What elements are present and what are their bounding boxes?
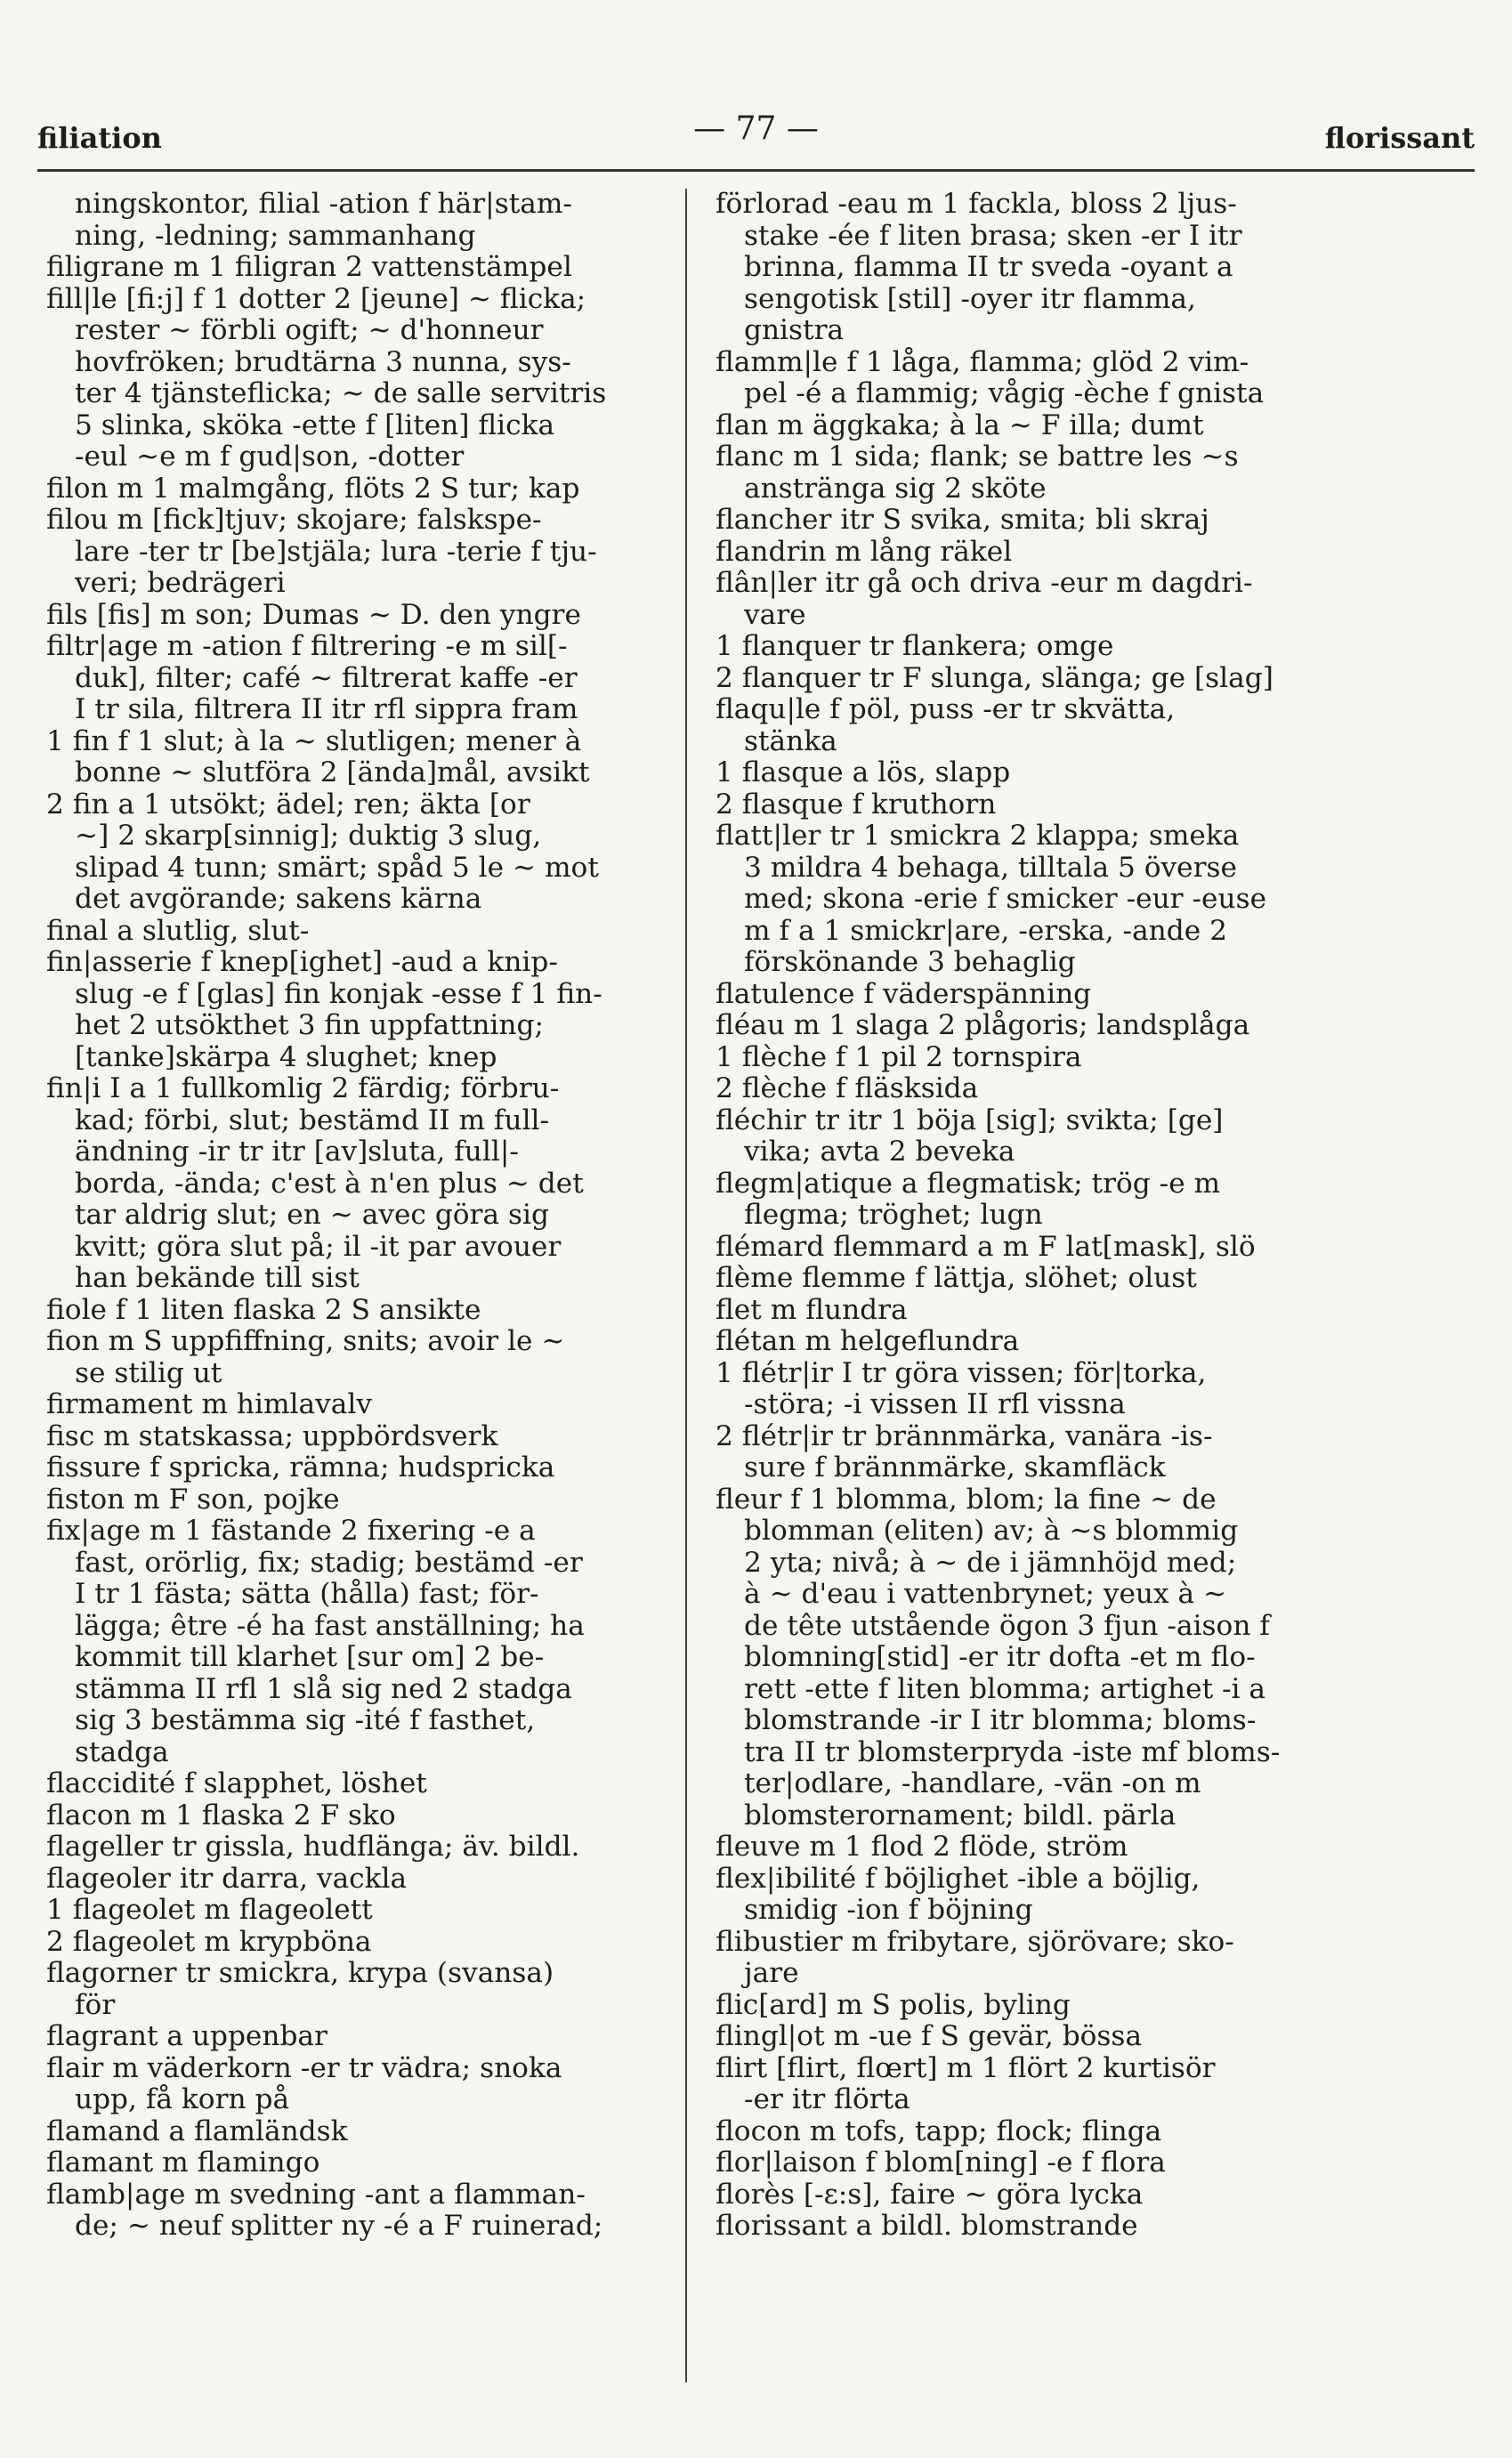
dictionary-line: fast, orörlig, fix; stadig; bestämd -er <box>75 1547 583 1579</box>
dictionary-line: flân|ler itr gå och driva -eur m dagdri- <box>716 568 1253 599</box>
dictionary-line: fill|le [fi:j] f 1 dotter 2 [jeune] ~ flicka; <box>46 283 586 315</box>
dictionary-line: fissure f spricka, rämna; hudspricka <box>46 1452 555 1484</box>
dictionary-line: florissant a bildl. blomstrande <box>716 2211 1138 2242</box>
dictionary-line: flex|ibilité f böjlighet -ible a böjlig, <box>716 1863 1201 1895</box>
dictionary-line: flème flemme f lättja, slöhet; olust <box>716 1263 1197 1294</box>
page-header <box>37 105 1475 158</box>
dictionary-line: flair m väderkorn -er tr vädra; snoka <box>46 2052 562 2084</box>
dictionary-line: anstränga sig 2 sköte <box>744 473 1047 505</box>
dictionary-line: blomman (eliten) av; à ~s blommig <box>744 1516 1239 1547</box>
dictionary-line: -eul ~e m f gud|son, -dotter <box>75 441 465 473</box>
dictionary-line: upp, få korn på <box>75 2084 290 2115</box>
dictionary-line: filon m 1 malmgång, flöts 2 S tur; kap <box>46 473 580 505</box>
dictionary-line: hovfröken; brudtärna 3 nunna, sys- <box>75 346 571 378</box>
dictionary-line: 2 flageolet m krypböna <box>46 1926 372 1958</box>
dictionary-line: fils [fis] m son; Dumas ~ D. den yngre <box>46 599 581 631</box>
dictionary-line: flamand a flamländsk <box>46 2115 348 2147</box>
dictionary-line: borda, -ända; c'est à n'en plus ~ det <box>75 1168 584 1200</box>
dictionary-line: blomning[stid] -er itr dofta -et m flo- <box>744 1642 1256 1673</box>
dictionary-line: 1 flasque a lös, slapp <box>716 757 1011 788</box>
dictionary-line: fin|i I a 1 fullkomlig 2 färdig; förbru- <box>46 1073 560 1104</box>
dictionary-line: sengotisk [stil] -oyer itr flamma, <box>744 283 1196 315</box>
dictionary-line: flaqu|le f pöl, puss -er tr skvätta, <box>716 694 1176 725</box>
dictionary-line: rett -ette f liten blomma; artighet -i a <box>744 1673 1266 1705</box>
dictionary-line: lägga; être -é ha fast anställning; ha <box>75 1610 585 1642</box>
dictionary-line: -störa; -i vissen II rfl vissna <box>744 1389 1126 1420</box>
dictionary-line: fix|age m 1 fästande 2 fixering -e a <box>46 1516 536 1547</box>
dictionary-line: 2 flanquer tr F slunga, slänga; ge [slag] <box>716 662 1273 694</box>
dictionary-line: pel -é a flammig; vågig -èche f gnista <box>744 378 1265 409</box>
dictionary-line: flanc m 1 sida; flank; se battre les ~s <box>716 441 1239 473</box>
dictionary-line: I tr 1 fästa; sätta (hålla) fast; för- <box>75 1579 539 1610</box>
dictionary-line: 1 flanquer tr flankera; omge <box>716 631 1114 662</box>
right-guide-word: florissant <box>1324 121 1475 155</box>
dictionary-line: de; ~ neuf splitter ny -é a F ruinerad; <box>75 2211 603 2242</box>
dictionary-line: fin|asserie f knep[ighet] -aud a knip- <box>46 947 558 978</box>
dictionary-line: tar aldrig slut; en ~ avec göra sig <box>75 1200 549 1231</box>
dictionary-line: flétan m helgeflundra <box>716 1326 1020 1357</box>
dictionary-line: han bekände till sist <box>75 1263 360 1294</box>
dictionary-line: ning, -ledning; sammanhang <box>75 220 476 252</box>
dictionary-line: jare <box>744 1958 799 1989</box>
dictionary-line: 2 yta; nivå; à ~ de i jämnhöjd med; <box>744 1547 1237 1579</box>
dictionary-line: flatulence f väderspänning <box>716 978 1092 1010</box>
dictionary-line: -er itr flörta <box>744 2084 910 2115</box>
dictionary-line: flatt|ler tr 1 smickra 2 klappa; smeka <box>716 821 1240 852</box>
dictionary-line: lare -ter tr [be]stjäla; lura -terie f tju- <box>75 536 597 568</box>
dictionary-line: kommit till klarhet [sur om] 2 be- <box>75 1642 545 1673</box>
dictionary-line: ningskontor, filial -ation f här|stam- <box>75 189 572 220</box>
dictionary-line: flamant m flamingo <box>46 2147 320 2179</box>
dictionary-line: sig 3 bestämma sig -ité f fasthet, <box>75 1705 536 1736</box>
dictionary-line: ter|odlare, -handlare, -vän -on m <box>744 1768 1201 1799</box>
dictionary-line: flibustier m fribytare, sjörövare; sko- <box>716 1926 1234 1958</box>
dictionary-line: blomsterornament; bildl. pärla <box>744 1799 1176 1831</box>
dictionary-line: se stilig ut <box>75 1357 222 1389</box>
dictionary-line: flamm|le f 1 låga, flamma; glöd 2 vim- <box>716 346 1249 378</box>
dictionary-line: slug -e f [glas] fin konjak -esse f 1 fin- <box>75 978 602 1010</box>
dictionary-line: 2 fin a 1 utsökt; ädel; ren; äkta [or <box>46 788 530 821</box>
right-column <box>716 189 1356 2243</box>
dictionary-line: det avgörande; sakens kärna <box>75 884 482 915</box>
column-divider <box>685 189 687 2382</box>
dictionary-line: brinna, flamma II tr sveda -oyant a <box>744 252 1233 283</box>
dictionary-line: kvitt; göra slut på; il -it par avouer <box>75 1231 562 1263</box>
dictionary-line: rester ~ förbli ogift; ~ d'honneur <box>75 315 544 346</box>
dictionary-line: smidig -ion f böjning <box>744 1895 1033 1926</box>
dictionary-line: flegm|atique a flegmatisk; trög -e m <box>716 1168 1221 1200</box>
header-rule <box>37 169 1475 172</box>
dictionary-line: förlorad -eau m 1 fackla, bloss 2 ljus- <box>716 189 1237 220</box>
dictionary-line: à ~ d'eau i vattenbrynet; yeux à ~ <box>744 1579 1227 1610</box>
dictionary-line: flémard flemmard a m F lat[mask], slö <box>716 1231 1256 1263</box>
dictionary-line: flet m flundra <box>716 1294 908 1326</box>
dictionary-line: 2 flétr|ir tr brännmärka, vanära -is- <box>716 1420 1213 1452</box>
dictionary-line: 1 flétr|ir I tr göra vissen; för|torka, <box>716 1357 1207 1389</box>
dictionary-line: filou m [fick]tjuv; skojare; falskspe- <box>46 505 542 536</box>
dictionary-line: vare <box>744 599 806 631</box>
dictionary-line: blomstrande -ir I itr blomma; bloms- <box>744 1705 1257 1736</box>
dictionary-line: stadga <box>75 1736 169 1768</box>
dictionary-line: flageoler itr darra, vackla <box>46 1863 408 1895</box>
dictionary-line: sure f brännmärke, skamfläck <box>744 1452 1166 1484</box>
dictionary-line: I tr sila, filtrera II itr rfl sippra fram <box>75 694 578 725</box>
dictionary-line: fisc m statskassa; uppbördsverk <box>46 1420 498 1452</box>
dictionary-line: flandrin m lång räkel <box>716 536 1013 568</box>
dictionary-line: flic[ard] m S polis, byling <box>716 1989 1071 2021</box>
dictionary-line: med; skona -erie f smicker -eur -euse <box>744 884 1267 915</box>
dictionary-line: duk], filter; café ~ filtrerat kaffe -er <box>75 662 578 694</box>
dictionary-line: tra II tr blomsterpryda -iste mf bloms- <box>744 1736 1281 1768</box>
dictionary-line: fléau m 1 slaga 2 plågoris; landsplåga <box>716 1010 1250 1041</box>
dictionary-line: fiston m F son, pojke <box>46 1484 340 1516</box>
left-guide-word: filiation <box>37 121 162 155</box>
dictionary-line: flancher itr S svika, smita; bli skraj <box>716 505 1209 536</box>
dictionary-line: kad; förbi, slut; bestämd II m full- <box>75 1104 550 1136</box>
dictionary-line: de tête utstående ögon 3 fjun -aison f <box>744 1610 1270 1642</box>
dictionary-line: 1 flèche f 1 pil 2 tornspira <box>716 1041 1082 1073</box>
dictionary-line: fiole f 1 liten flaska 2 S ansikte <box>46 1294 481 1326</box>
dictionary-line: flingl|ot m -ue f S gevär, bössa <box>716 2021 1143 2052</box>
dictionary-line: vika; avta 2 beveka <box>744 1136 1015 1168</box>
dictionary-line: flaccidité f slapphet, löshet <box>46 1768 427 1799</box>
dictionary-line: fléchir tr itr 1 böja [sig]; svikta; [ge] <box>716 1104 1224 1136</box>
dictionary-line: flamb|age m svedning -ant a flamman- <box>46 2179 586 2211</box>
dictionary-line: 3 mildra 4 behaga, tilltala 5 överse <box>744 852 1237 884</box>
dictionary-line: ~] 2 skarp[sinnig]; duktig 3 slug, <box>75 821 542 852</box>
dictionary-line: gnistra <box>744 315 845 346</box>
dictionary-line: filigrane m 1 filigran 2 vattenstämpel <box>46 252 572 283</box>
dictionary-line: flacon m 1 flaska 2 F sko <box>46 1799 396 1831</box>
dictionary-line: 1 flageolet m flageolett <box>46 1895 373 1926</box>
dictionary-line: 5 slinka, sköka -ette f [liten] flicka <box>75 409 555 441</box>
dictionary-line: flagorner tr smickra, krypa (svansa) <box>46 1958 554 1989</box>
dictionary-line: för <box>75 1989 116 2021</box>
dictionary-line: ändning -ir tr itr [av]sluta, full|- <box>75 1136 519 1168</box>
dictionary-line: veri; bedrägeri <box>75 568 286 599</box>
dictionary-line: förskönande 3 behaglig <box>744 947 1076 978</box>
dictionary-line: slipad 4 tunn; smärt; spåd 5 le ~ mot <box>75 852 599 884</box>
dictionary-line: stämma II rfl 1 slå sig ned 2 stadga <box>75 1673 572 1705</box>
dictionary-line: filtr|age m -ation f filtrering -e m sil[- <box>46 631 568 662</box>
dictionary-line: flirt [flirt, flœrt] m 1 flört 2 kurtisör <box>716 2052 1216 2084</box>
dictionary-line: flagrant a uppenbar <box>46 2021 327 2052</box>
dictionary-line: fleur f 1 blomma, blom; la fine ~ de <box>716 1484 1217 1516</box>
dictionary-line: florès [-ɛ:s], faire ~ göra lycka <box>716 2179 1144 2211</box>
dictionary-line: flegma; tröghet; lugn <box>744 1200 1043 1231</box>
dictionary-line: flocon m tofs, tapp; flock; flinga <box>716 2115 1162 2147</box>
dictionary-line: firmament m himlavalv <box>46 1389 372 1420</box>
dictionary-line: fleuve m 1 flod 2 flöde, ström <box>716 1831 1128 1863</box>
dictionary-line: stake -ée f liten brasa; sken -er I itr <box>744 220 1242 252</box>
dictionary-line: flor|laison f blom[ning] -e f flora <box>716 2147 1166 2179</box>
dictionary-line: 2 flasque f kruthorn <box>716 788 997 821</box>
page-number: — 77 — <box>693 110 819 147</box>
dictionary-line: bonne ~ slutföra 2 [ända]mål, avsikt <box>75 757 590 788</box>
dictionary-line: flageller tr gissla, hudflänga; äv. bildl. <box>46 1831 580 1863</box>
dictionary-line: fion m S uppfiffning, snits; avoir le ~ <box>46 1326 565 1357</box>
dictionary-line: flan m äggkaka; à la ~ F illa; dumt <box>716 409 1204 441</box>
dictionary-line: het 2 utsökthet 3 fin uppfattning; <box>75 1010 544 1041</box>
dictionary-line: stänka <box>744 725 837 757</box>
left-column <box>46 189 687 2243</box>
dictionary-line: 1 fin f 1 slut; à la ~ slutligen; mener à <box>46 725 582 757</box>
dictionary-line: m f a 1 smickr|are, -erska, -ande 2 <box>744 915 1227 947</box>
dictionary-line: ter 4 tjänsteflicka; ~ de salle servitris <box>75 378 607 409</box>
dictionary-line: 2 flèche f fläsksida <box>716 1073 979 1104</box>
dictionary-line: [tanke]skärpa 4 slughet; knep <box>75 1041 497 1073</box>
dictionary-line: final a slutlig, slut- <box>46 915 310 947</box>
